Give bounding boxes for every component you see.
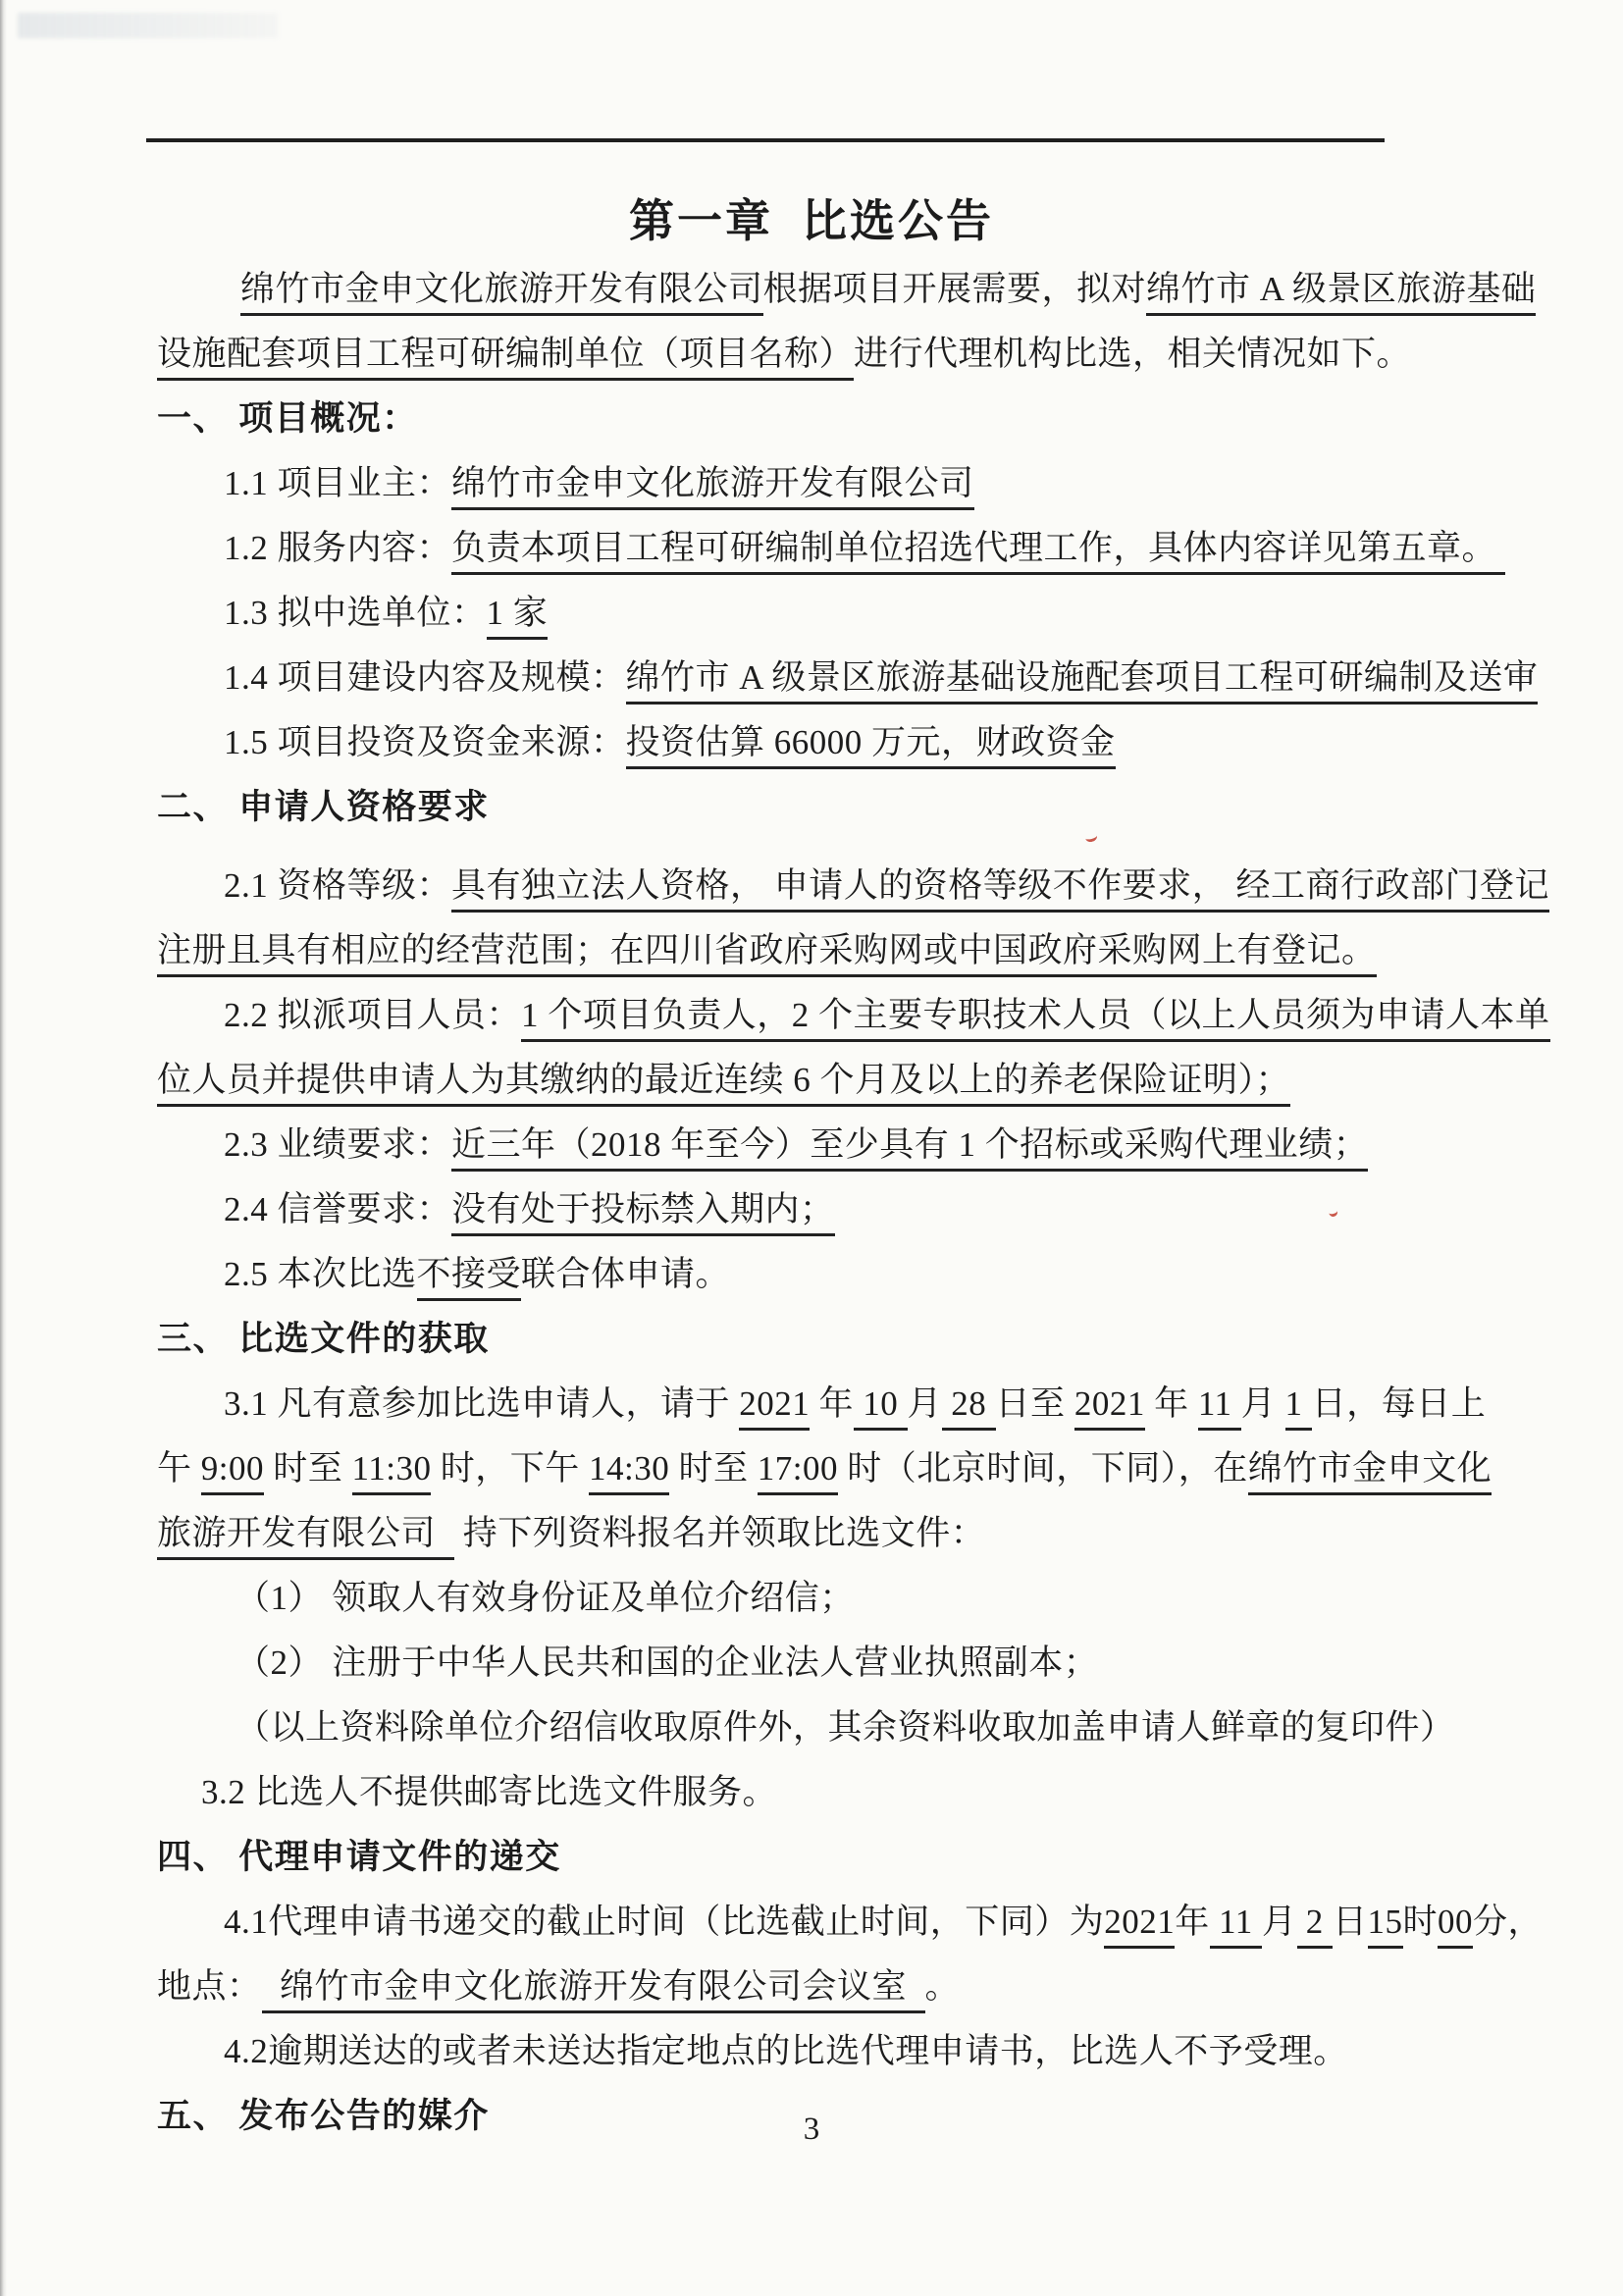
underlined-text: 2 — [1297, 1903, 1334, 1949]
underlined-text: 11 — [1210, 1903, 1262, 1949]
item-3-1-paren-2 — [157, 1631, 1531, 1696]
underlined-text: 17:00 — [758, 1449, 838, 1495]
item-2-2 — [157, 983, 1550, 1048]
item-4-1 — [157, 1890, 1544, 1955]
text-segment: 。 — [924, 1967, 961, 2006]
underlined-text: 2021 — [739, 1384, 810, 1431]
underlined-text: 绵竹市 A 级景区旅游基础 — [1146, 270, 1536, 316]
text-segment: 2.1 资格等级： — [224, 866, 452, 905]
text-segment: 日至 — [995, 1384, 1074, 1423]
item-1-2 — [157, 516, 1531, 581]
text-segment: 年 — [810, 1384, 855, 1423]
underlined-text: 14:30 — [589, 1449, 669, 1495]
text-segment: 2.5 本次比选 — [224, 1255, 417, 1293]
text-segment: 五、 发布公告的媒介 — [157, 2097, 490, 2135]
item-2-3 — [157, 1113, 1531, 1177]
text-segment: 分， — [1473, 1903, 1544, 1941]
item-4-1-cont — [157, 1955, 1531, 2019]
text-segment: 午 — [157, 1449, 201, 1487]
text-segment: 三、 比选文件的获取 — [157, 1320, 490, 1358]
underlined-text: 负责本项目工程可研编制单位招选代理工作，具体内容详见第五章。 — [451, 529, 1505, 575]
text-segment: 时 — [1402, 1903, 1439, 1941]
text-segment: 月 — [1261, 1903, 1297, 1941]
text-segment: 联合体申请。 — [521, 1255, 731, 1293]
text-segment: 1.4 项目建设内容及规模： — [224, 658, 626, 697]
underlined-text: 1 — [1285, 1384, 1312, 1431]
item-3-1-cont-1 — [157, 1436, 1531, 1501]
underlined-text: 绵竹市金申文化旅游开发有限公司 — [240, 270, 763, 316]
item-3-1 — [157, 1372, 1531, 1436]
underlined-text: 设施配套项目工程可研编制单位（项目名称） — [157, 335, 854, 381]
underlined-text: 绵竹市金申文化旅游开发有限公司 — [451, 464, 974, 510]
section-1-heading — [157, 387, 1531, 451]
page-number: 3 — [803, 2112, 820, 2147]
item-3-1-note — [157, 1696, 1531, 1760]
underlined-text: 绵竹市金申文化旅游开发有限公司会议室 — [262, 1967, 925, 2013]
text-segment: 3.2 比选人不提供邮寄比选文件服务。 — [201, 1773, 778, 1811]
text-segment: 时（北京时间，下同），在 — [837, 1449, 1248, 1487]
text-segment: 进行代理机构比选，相关情况如下。 — [854, 335, 1412, 373]
text-segment: 二、 申请人资格要求 — [157, 788, 490, 826]
underlined-text: 00 — [1438, 1903, 1473, 1949]
underlined-text: 旅游开发有限公司 — [157, 1514, 454, 1560]
text-segment: 1.2 服务内容： — [224, 529, 452, 567]
underlined-text: 1 个项目负责人，2 个主要专职技术人员（以上人员须为申请人本单 — [521, 996, 1550, 1042]
underlined-text: 绵竹市金申文化 — [1248, 1449, 1492, 1495]
text-segment: （以上资料除单位介绍信收取原件外，其余资料收取加盖申请人鲜章的复印件） — [236, 1708, 1455, 1747]
text-segment: 日 — [1333, 1903, 1368, 1941]
underlined-text: 10 — [854, 1384, 908, 1431]
underlined-text: 15 — [1368, 1903, 1403, 1949]
text-segment: 四、 代理申请文件的递交 — [157, 1838, 561, 1876]
underlined-text: 1 家 — [487, 594, 549, 640]
item-3-2 — [157, 1760, 1531, 1825]
underlined-text: 位人员并提供申请人为其缴纳的最近连续 6 个月及以上的养老保险证明）； — [157, 1061, 1290, 1107]
text-segment: 一、 项目概况： — [157, 399, 418, 438]
text-segment: 1.5 项目投资及资金来源： — [224, 723, 626, 761]
scan-smudge-artifact — [18, 13, 278, 38]
item-1-5 — [157, 710, 1531, 775]
intro-line-1 — [157, 257, 1537, 322]
underlined-text: 2021 — [1074, 1384, 1145, 1431]
item-2-5 — [157, 1242, 1531, 1307]
header-rule — [146, 138, 1385, 142]
text-segment: 2.3 业绩要求： — [224, 1125, 452, 1164]
text-segment: 地点： — [157, 1967, 262, 2006]
text-segment: 月 — [1240, 1384, 1285, 1423]
text-segment: 4.2逾期送达的或者未送达指定地点的比选代理申请书，比选人不予受理。 — [224, 2032, 1348, 2070]
item-1-1 — [157, 451, 1531, 516]
text-segment: 1.1 项目业主： — [224, 464, 452, 502]
underlined-text: 11:30 — [352, 1449, 432, 1495]
item-3-1-cont-2 — [157, 1501, 1531, 1566]
underlined-text: 不接受 — [417, 1255, 522, 1301]
item-2-2-cont — [157, 1048, 1531, 1113]
item-2-1 — [157, 854, 1550, 918]
text-segment: 持下列资料报名并领取比选文件： — [453, 1514, 986, 1552]
text-segment: （2） 注册于中华人民共和国的企业法人营业执照副本； — [236, 1644, 1099, 1682]
text-segment: 时，下午 — [431, 1449, 589, 1487]
underlined-text: 具有独立法人资格， 申请人的资格等级不作要求， 经工商行政部门登记 — [451, 866, 1549, 913]
section-3-heading — [157, 1307, 1531, 1372]
underlined-text: 近三年（2018 年至今）至少具有 1 个招标或采购代理业绩； — [451, 1125, 1368, 1172]
text-segment: 日，每日上 — [1311, 1384, 1487, 1423]
text-segment: 1.3 拟中选单位： — [224, 594, 487, 632]
section-4-heading — [157, 1825, 1531, 1890]
text-segment: 时至 — [264, 1449, 352, 1487]
text-segment: 时至 — [669, 1449, 758, 1487]
document-body — [157, 257, 1550, 2149]
intro-line-2 — [157, 322, 1531, 387]
text-segment: 月 — [907, 1384, 943, 1423]
text-segment: 年 — [1144, 1384, 1198, 1423]
item-1-4 — [157, 646, 1539, 710]
underlined-text: 28 — [942, 1384, 996, 1431]
underlined-text: 9:00 — [201, 1449, 264, 1495]
underlined-text: 投资估算 66000 万元，财政资金 — [626, 723, 1116, 769]
chapter-title: 第一章 比选公告 — [629, 196, 994, 246]
item-1-3 — [157, 581, 1531, 646]
item-2-1-cont — [157, 918, 1531, 983]
item-4-2 — [157, 2019, 1531, 2084]
underlined-text: 没有处于投标禁入期内； — [451, 1190, 835, 1236]
text-segment: 2.2 拟派项目人员： — [224, 996, 522, 1034]
text-segment: 4.1代理申请书递交的截止时间（比选截止时间，下同）为 — [224, 1903, 1105, 1941]
section-2-heading — [157, 775, 1531, 840]
text-segment: 年 — [1175, 1903, 1210, 1941]
text-segment: 2.4 信誉要求： — [224, 1190, 452, 1228]
underlined-text: 2021 — [1104, 1903, 1175, 1949]
text-segment: 根据项目开展需要，拟对 — [762, 270, 1147, 308]
scan-edge-shadow — [0, 0, 7, 2296]
item-3-1-paren-1 — [157, 1566, 1531, 1631]
underlined-text: 注册且具有相应的经营范围；在四川省政府采购网或中国政府采购网上有登记。 — [157, 931, 1377, 977]
text-segment: 3.1 凡有意参加比选申请人，请于 — [224, 1384, 740, 1423]
item-2-4 — [157, 1177, 1531, 1242]
text-segment: （1） 领取人有效身份证及单位介绍信； — [236, 1579, 855, 1617]
underlined-text: 绵竹市 A 级景区旅游基础设施配套项目工程可研编制及送审 — [626, 658, 1539, 704]
underlined-text: 11 — [1198, 1384, 1241, 1431]
